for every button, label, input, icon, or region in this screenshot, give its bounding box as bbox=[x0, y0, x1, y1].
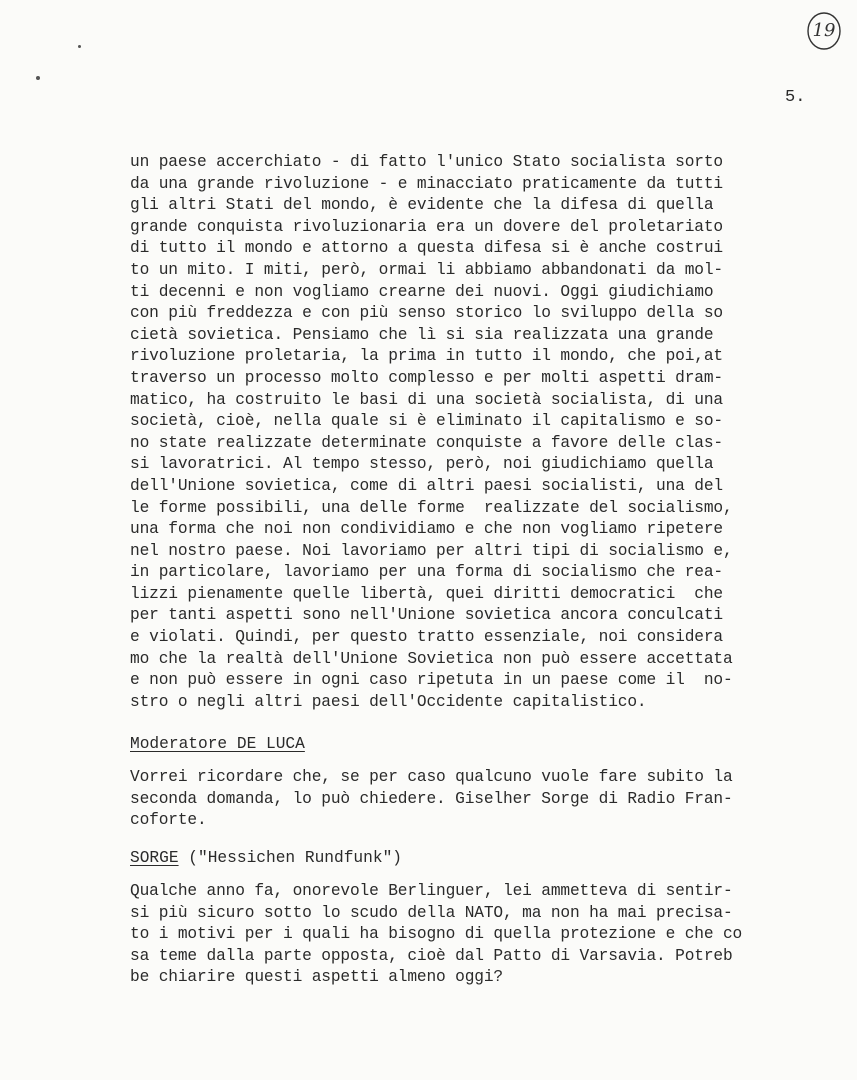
paragraph-2 bbox=[130, 767, 820, 832]
speaker-affiliation: ("Hessichen Rundfunk") bbox=[178, 849, 403, 867]
text-line: una forma che noi non condividiamo e che non vogliamo ripetere bbox=[130, 520, 723, 539]
text-line: Vorrei ricordare che, se per caso qualcuno vuole fare subito la bbox=[130, 768, 733, 786]
text-line: di tutto il mondo e attorno a questa difesa si è anche costrui bbox=[130, 239, 723, 258]
text-line: matico, ha costruito le basi di una società socialista, di una bbox=[130, 390, 723, 409]
text-line: to un mito. I miti, però, ormai li abbiamo abbandonati da mol- bbox=[130, 260, 723, 279]
text-line: e non può essere in ogni caso ripetuta in un paese come il no- bbox=[130, 671, 733, 690]
text-line: be chiarire questi aspetti almeno oggi? bbox=[130, 968, 503, 987]
text-line: lizzi pienamente quelle libertà, quei diritti democratici che bbox=[130, 584, 723, 603]
text-line: ti decenni e non vogliamo crearne dei nuovi. Oggi giudichiamo bbox=[130, 282, 714, 301]
text-line: società, cioè, nella quale si è eliminato il capitalismo e so- bbox=[130, 412, 723, 431]
text-line: sa teme dalla parte opposta, cioè dal Patto di Varsavia. Potreb bbox=[130, 946, 733, 965]
text-line: e violati. Quindi, per questo tratto essenziale, noi considera bbox=[130, 628, 723, 647]
paragraph-3 bbox=[130, 881, 820, 989]
text-line: le forme possibili, una delle forme realizzate del socialismo, bbox=[130, 498, 733, 517]
text-line: seconda domanda, lo può chiedere. Giselher Sorge di Radio Fran- bbox=[130, 789, 733, 808]
text-line: si più sicuro sotto lo scudo della NATO, ma non ha mai precisa- bbox=[130, 903, 733, 922]
text-line: con più freddezza e con più senso storico lo sviluppo della so bbox=[130, 304, 723, 323]
text-line: un paese accerchiato - di fatto l'unico Stato socialista sorto bbox=[130, 153, 723, 171]
text-line: in particolare, lavoriamo per una forma di socialismo che rea- bbox=[130, 563, 723, 582]
text-line: gli altri Stati del mondo, è evidente che la difesa di quella bbox=[130, 196, 714, 215]
text-line: to i motivi per i quali ha bisogno di quella protezione e che co bbox=[130, 925, 743, 944]
text-line: grande conquista rivoluzionaria era un dovere del proletariato bbox=[130, 217, 723, 236]
text-line: dell'Unione sovietica, come di altri paesi socialisti, una del bbox=[130, 476, 723, 495]
text-line: coforte. bbox=[130, 811, 207, 830]
text-line: rivoluzione proletaria, la prima in tutto il mondo, che poi,at bbox=[130, 347, 723, 366]
paragraph-1 bbox=[130, 152, 820, 713]
text-line: traverso un processo molto complesso e per molti aspetti dram- bbox=[130, 368, 723, 387]
page-number: 5. bbox=[785, 88, 806, 107]
archive-stamp bbox=[806, 11, 842, 51]
speaker-heading-sorge bbox=[130, 848, 402, 870]
text-line: si lavoratrici. Al tempo stesso, però, noi giudichiamo quella bbox=[130, 455, 714, 474]
stamp-number: 19 bbox=[812, 20, 836, 41]
text-line: da una grande rivoluzione - e minacciato praticamente da tutti bbox=[130, 174, 723, 193]
speaker-name: SORGE bbox=[130, 849, 179, 867]
text-line: per tanti aspetti sono nell'Unione sovietica ancora conculcati bbox=[130, 606, 723, 625]
scan-speck bbox=[36, 76, 40, 80]
text-line: stro o negli altri paesi dell'Occidente capitalistico. bbox=[130, 692, 647, 711]
text-line: mo che la realtà dell'Unione Sovietica non può essere accettata bbox=[130, 649, 733, 668]
text-line: cietà sovietica. Pensiamo che lì si sia realizzata una grande bbox=[130, 325, 714, 344]
scan-speck bbox=[78, 45, 81, 48]
text-line: no state realizzate determinate conquiste a favore delle clas- bbox=[130, 433, 723, 452]
text-line: Qualche anno fa, onorevole Berlinguer, lei ammetteva di sentir- bbox=[130, 882, 733, 900]
text-line: nel nostro paese. Noi lavoriamo per altri tipi di socialismo e, bbox=[130, 541, 733, 560]
speaker-heading-moderator: Moderatore DE LUCA bbox=[130, 735, 305, 753]
